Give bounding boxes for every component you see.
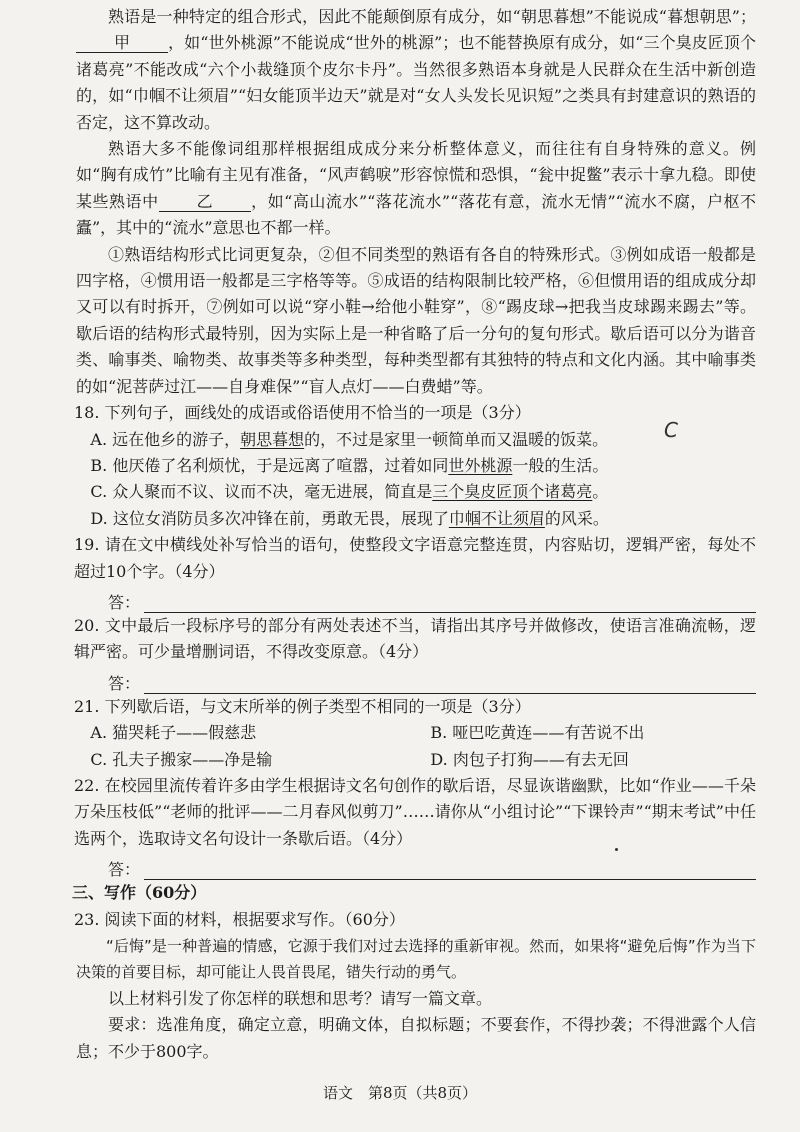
answer-label: 答： <box>108 673 141 693</box>
q22-stem: 22. 在校园里流传着许多由学生根据诗文名句创作的歇后语，尽显诙谐幽默，比如“作业——千朵万朵压枝低”“老师的批评——二月春风似剪刀”……请你从“小组讨论”“下课铃声”“期末考试”中任选两个，选取诗文名句设计一条歇后语。（4分） <box>74 775 756 848</box>
q21-option-a: A. 猫哭耗子——假慈悲 <box>90 723 257 743</box>
handwritten-mark: C <box>664 418 678 442</box>
q21-options-row-1 <box>76 720 756 746</box>
section-title-writing: 三、写作（60分） <box>72 883 207 903</box>
q23-prompt: 以上材料引发了你怎样的联想和思考？请写一篇文章。 <box>108 988 493 1008</box>
option-text: 的风采。 <box>544 508 609 528</box>
q18-option-d <box>76 506 756 532</box>
underlined-phrase: 朝思暮想 <box>240 429 305 449</box>
answer-underline <box>144 594 756 613</box>
q18-option-c <box>76 479 756 505</box>
underlined-phrase: 巾帼不让须眉 <box>448 508 545 528</box>
q21-option-c: C. 孔夫子搬家——净是输 <box>90 749 273 769</box>
q21-option-b: B. 哑巴吃黄连——有苦说不出 <box>430 723 645 743</box>
passage-text: 熟语是一种特定的组合形式，因此不能颠倒原有成分，如“朝思暮想”不能说成“暮想朝思”； <box>108 7 756 26</box>
q19-stem: 19. 请在文中横线处补写恰当的语句，使整段文字语意完整连贯，内容贴切，逻辑严密，每处不超过10个字。（4分） <box>74 535 756 581</box>
page-footer: 语文 第8页（共8页） <box>322 1084 478 1102</box>
q18-stem: 18. 下列句子，画线处的成语或俗语使用不恰当的一项是（3分） <box>74 403 531 423</box>
passage-paragraph-2 <box>76 136 756 242</box>
q23-material: “后悔”是一种普遍的情感，它源于我们对过去选择的重新审视。然而，如果将“避免后悔”作为当下决策的首要目标，却可能让人畏首畏尾，错失行动的勇气。 <box>76 937 756 982</box>
option-text: D. 这位女消防员多次冲锋在前，勇敢无畏，展现了 <box>90 508 449 528</box>
blank-jia: 甲 <box>76 34 168 53</box>
option-text: C. 众人聚而不议、议而不决，毫无进展，简直是 <box>90 482 433 502</box>
option-text: 。 <box>592 482 609 502</box>
answer-underline <box>144 861 756 880</box>
q21-options-row-2 <box>76 747 756 773</box>
option-text: A. 远在他乡的游子， <box>90 429 241 449</box>
ink-speck <box>615 848 618 851</box>
q18-option-a <box>76 427 756 453</box>
blank-yi: 乙 <box>159 193 251 212</box>
q19-answer-line[interactable] <box>76 585 756 613</box>
answer-underline <box>144 675 756 694</box>
q21-option-d: D. 肉包子打狗——有去无回 <box>430 749 629 769</box>
q23-stem: 23. 阅读下面的材料，根据要求写作。（60分） <box>74 909 405 929</box>
passage-text: 熟语大多不能像词组那样根据组成成分来分析整体意义，而往往有自身特殊的意义。例如“胸有成竹”比喻有主见有准备，“风声鹤唳”形容惊慌和恐惧，“瓮中捉鳖”表示十拿九稳。即使某些熟语中 <box>76 139 756 211</box>
option-text: 的，不过是家里一顿简单而又温暖的饭菜。 <box>304 429 609 449</box>
q23-requirements: 要求：选准角度，确定立意，明确文体，自拟标题；不要套作，不得抄袭；不得泄露个人信息；不少于800字。 <box>76 1015 756 1061</box>
q22-answer-line[interactable] <box>76 852 756 880</box>
option-text: B. 他厌倦了名利烦忧，于是远离了喧嚣，过着如同 <box>90 455 449 475</box>
passage-text: ，如“世外桃源”不能说成“世外的桃源”；也不能替换原有成分，如“三个臭皮匠顶个诸葛亮”不能改成“六个小裁缝顶个皮尔卡丹”。当然很多熟语本身就是人民群众在生活中新创造的，如“巾帼不让须眉”“妇女能顶半边天”就是对“女人头发长见识短”之类具有封建意识的熟语的否定，这不算改动。 <box>76 33 756 132</box>
passage-text: ，如“高山流水”“落花流水”“落花有意，流水无情”“流水不腐，户枢不蠹”，其中的“流水”意思也不都一样。 <box>76 191 756 238</box>
passage-paragraph-1 <box>76 4 756 136</box>
option-text: 一般的生活。 <box>512 455 609 475</box>
underlined-phrase: 世外桃源 <box>448 455 513 475</box>
q21-stem: 21. 下列歇后语，与文末所举的例子类型不相同的一项是（3分） <box>74 696 531 716</box>
q20-stem: 20. 文中最后一段标序号的部分有两处表述不当，请指出其序号并做修改，使语言准确流畅，逻辑严密。可少量增删词语，不得改变原意。（4分） <box>74 615 756 662</box>
q20-answer-line[interactable] <box>76 666 756 694</box>
underlined-phrase: 三个臭皮匠顶个诸葛亮 <box>432 482 593 502</box>
answer-label: 答： <box>108 860 141 880</box>
passage-paragraph-3: ①熟语结构形式比词更复杂，②但不同类型的熟语有各自的特殊形式。③例如成语一般都是四字格，④惯用语一般都是三字格等等。⑤成语的结构限制比较严格，⑥但惯用语的组成成分却又可以有时拆开，⑦例如可以说“穿小鞋→给他小鞋穿”，⑧“踢皮球→把我当皮球踢来踢去”等。歇后语的结构形式最特别，因为实际上是一种省略了后一分句的复句形式。歇后语可以分为谐音类、喻事类、喻物类、故事类等多种类型，每种类型都有其独特的特点和文化内涵。其中喻事类的如“泥菩萨过江——自身难保”“盲人点灯——白费蜡”等。 <box>76 244 756 396</box>
answer-label: 答： <box>108 592 141 612</box>
q18-option-b <box>76 453 756 479</box>
